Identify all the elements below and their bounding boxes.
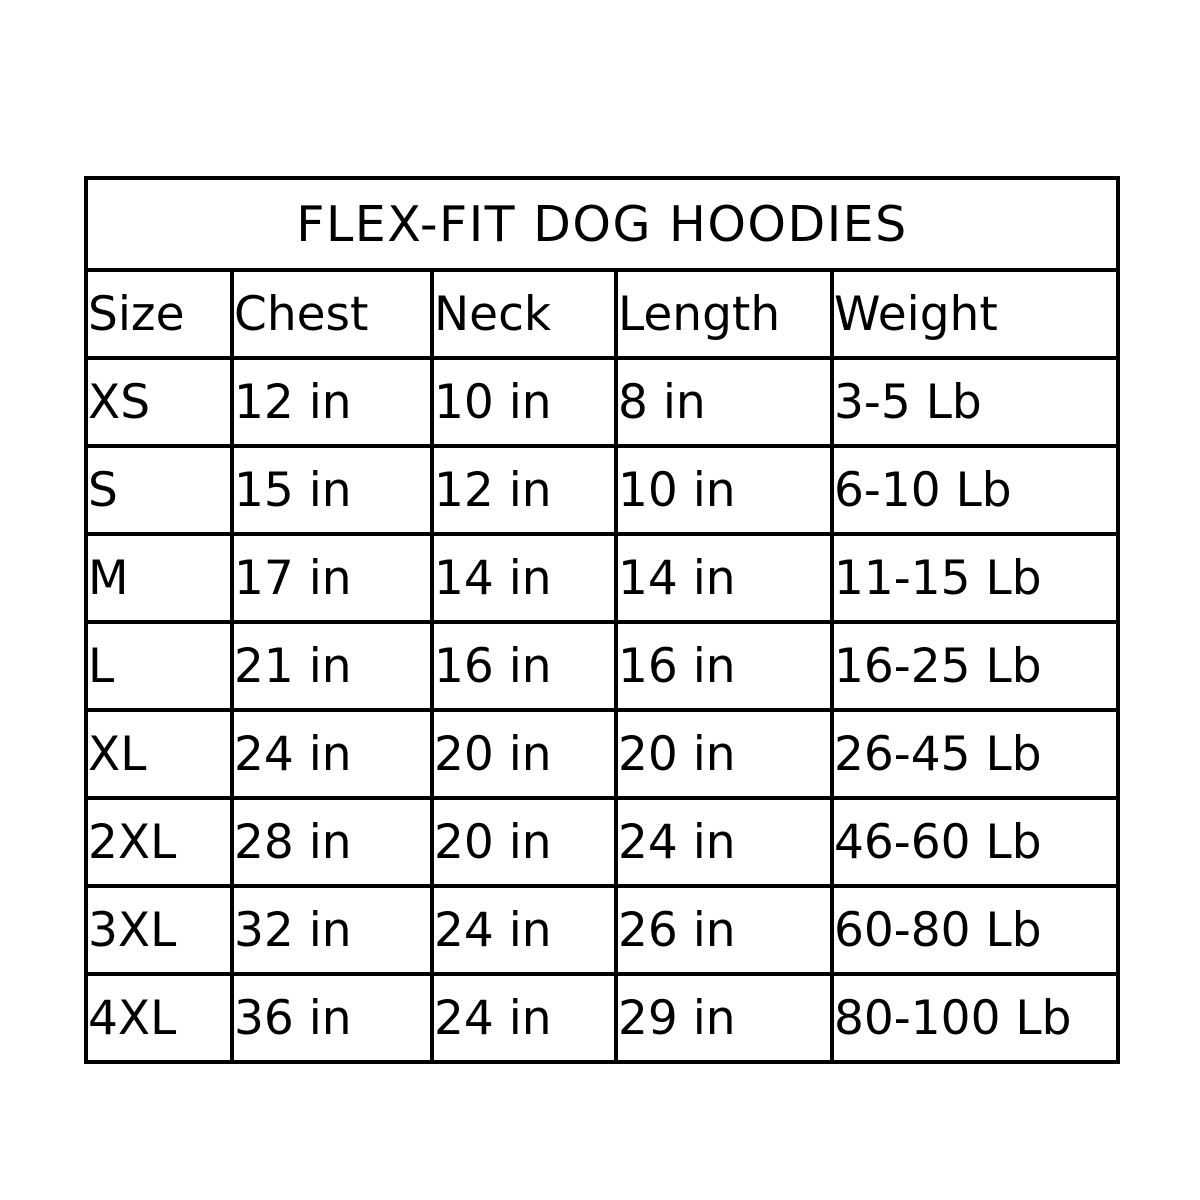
cell-size: XS: [86, 358, 232, 446]
cell-weight: 16-25 Lb: [832, 622, 1118, 710]
cell-chest: 28 in: [232, 798, 432, 886]
cell-chest: 32 in: [232, 886, 432, 974]
table-title-row: [86, 178, 1118, 270]
cell-neck: 12 in: [432, 446, 616, 534]
cell-chest: 36 in: [232, 974, 432, 1062]
table-row: [86, 622, 1118, 710]
cell-chest: 21 in: [232, 622, 432, 710]
cell-size: XL: [86, 710, 232, 798]
column-header-weight: Weight: [832, 270, 1118, 358]
cell-chest: 24 in: [232, 710, 432, 798]
cell-weight: 3-5 Lb: [832, 358, 1118, 446]
cell-weight: 6-10 Lb: [832, 446, 1118, 534]
cell-neck: 20 in: [432, 710, 616, 798]
cell-size: S: [86, 446, 232, 534]
cell-neck: 20 in: [432, 798, 616, 886]
cell-weight: 80-100 Lb: [832, 974, 1118, 1062]
cell-length: 8 in: [616, 358, 832, 446]
cell-neck: 16 in: [432, 622, 616, 710]
cell-size: 2XL: [86, 798, 232, 886]
cell-weight: 11-15 Lb: [832, 534, 1118, 622]
cell-length: 29 in: [616, 974, 832, 1062]
cell-weight: 60-80 Lb: [832, 886, 1118, 974]
column-header-neck: Neck: [432, 270, 616, 358]
cell-length: 14 in: [616, 534, 832, 622]
cell-length: 10 in: [616, 446, 832, 534]
cell-weight: 26-45 Lb: [832, 710, 1118, 798]
table-row: [86, 798, 1118, 886]
column-header-length: Length: [616, 270, 832, 358]
cell-chest: 17 in: [232, 534, 432, 622]
size-chart-container: [84, 176, 1116, 1064]
cell-length: 26 in: [616, 886, 832, 974]
table-header-row: [86, 270, 1118, 358]
cell-length: 24 in: [616, 798, 832, 886]
cell-neck: 24 in: [432, 974, 616, 1062]
cell-neck: 10 in: [432, 358, 616, 446]
cell-length: 20 in: [616, 710, 832, 798]
cell-chest: 12 in: [232, 358, 432, 446]
table-row: [86, 710, 1118, 798]
table-row: [86, 886, 1118, 974]
cell-size: 3XL: [86, 886, 232, 974]
cell-size: L: [86, 622, 232, 710]
cell-length: 16 in: [616, 622, 832, 710]
table-row: [86, 974, 1118, 1062]
size-chart-table: [84, 176, 1120, 1064]
cell-neck: 24 in: [432, 886, 616, 974]
cell-neck: 14 in: [432, 534, 616, 622]
table-row: [86, 446, 1118, 534]
cell-chest: 15 in: [232, 446, 432, 534]
chart-title: FLEX-FIT DOG HOODIES: [86, 178, 1118, 270]
cell-weight: 46-60 Lb: [832, 798, 1118, 886]
cell-size: M: [86, 534, 232, 622]
column-header-size: Size: [86, 270, 232, 358]
cell-size: 4XL: [86, 974, 232, 1062]
column-header-chest: Chest: [232, 270, 432, 358]
table-row: [86, 534, 1118, 622]
table-row: [86, 358, 1118, 446]
